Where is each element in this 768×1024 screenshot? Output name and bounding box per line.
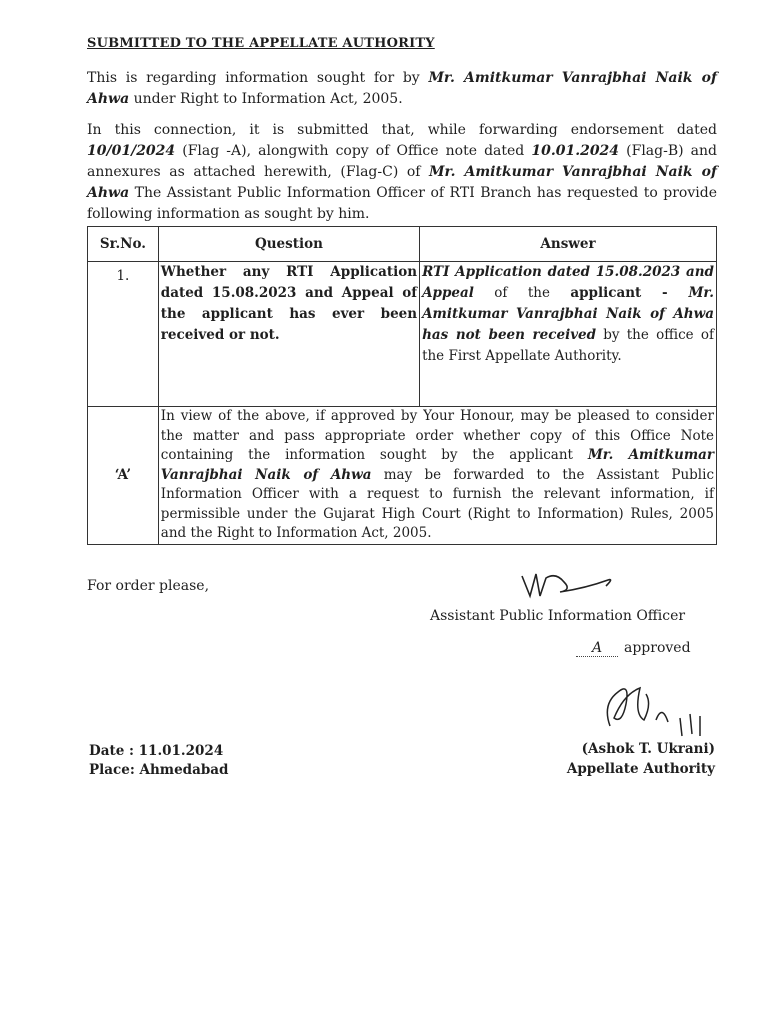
signatory-block xyxy=(567,739,715,779)
row-answer xyxy=(420,262,717,407)
answer-part-b: of the xyxy=(473,285,571,301)
connection-text-4: The Assistant Public Information Officer of RTI Branch has requested to provide following information as sought by him. xyxy=(87,185,717,222)
connection-paragraph xyxy=(87,120,717,225)
rti-table xyxy=(87,226,717,545)
endorsement-date: 10/01/2024 xyxy=(87,143,176,159)
intro-paragraph xyxy=(87,68,717,110)
signatory-name: (Ashok T. Ukrani) xyxy=(581,741,715,757)
intro-text-2: under Right to Information Act, 2005. xyxy=(129,91,403,107)
authority-signature xyxy=(596,674,716,744)
place-line: Place: Ahmedabad xyxy=(89,762,229,778)
recommendation-note xyxy=(158,407,716,545)
table-row xyxy=(88,262,717,407)
office-note-date: 10.01.2024 xyxy=(531,143,620,159)
signatory-title: Appellate Authority xyxy=(566,761,715,777)
header-question: Question xyxy=(158,227,419,262)
note-text-2: may be forwarded to the Assistant Public Information Officer with a request to furnish the relevant information, if permissible under the Gujarat High Court (Right to Information) Rules, 2005 and the Right to Information Act, 2005. xyxy=(160,466,715,541)
applicant-name: Mr. Amitkumar Vanrajbhai Naik of Ahwa xyxy=(87,164,717,201)
connection-text-3: (Flag-B) and annexures as attached herewith, (Flag-C) of xyxy=(87,143,717,180)
connection-text-1: In this connection, it is submitted that, while forwarding endorsement dated xyxy=(87,122,717,138)
answer-part-d: Mr. Amitkumar Vanrajbhai Naik of Ahwa has not been received xyxy=(422,285,715,343)
header-sr-no: Sr.No. xyxy=(88,227,159,262)
answer-part-a: RTI Application dated 15.08.2023 and Appeal xyxy=(422,264,714,301)
table-header-row xyxy=(88,227,717,262)
intro-text-1: This is regarding information sought for by xyxy=(87,70,429,86)
connection-text-2: (Flag -A), alongwith copy of Office note dated xyxy=(175,143,532,159)
answer-part-c: applicant - xyxy=(570,285,689,301)
note-text-1: In view of the above, if approved by Your Honour, may be pleased to consider the matter and pass appropriate order whether copy of this Office Note containing the information sought by the applicant xyxy=(160,408,714,463)
date-line: Date : 11.01.2024 xyxy=(89,743,224,759)
row-question: Whether any RTI Application dated 15.08.2023 and Appeal of the applicant has ever been received or not. xyxy=(158,262,419,407)
date-place-block xyxy=(89,742,229,780)
table-row xyxy=(88,407,717,545)
applicant-name: Mr. Amitkumar Vanrajbhai Naik of Ahwa xyxy=(160,447,715,483)
row-sr-no: ‘A’ xyxy=(88,407,159,545)
officer-designation: Assistant Public Information Officer xyxy=(430,608,686,624)
approval-line xyxy=(576,640,691,657)
closing-line: For order please, xyxy=(87,578,210,594)
answer-part-e: by the office of the First Appellate Authority. xyxy=(422,327,714,364)
header-answer: Answer xyxy=(420,227,717,262)
approval-mark: A xyxy=(576,640,618,657)
page-title: SUBMITTED TO THE APPELLATE AUTHORITY xyxy=(87,36,435,51)
row-sr-no: 1. xyxy=(88,262,159,407)
approval-text: approved xyxy=(624,640,691,656)
applicant-name: Mr. Amitkumar Vanrajbhai Naik of Ahwa xyxy=(87,70,717,107)
officer-signature xyxy=(516,566,626,606)
